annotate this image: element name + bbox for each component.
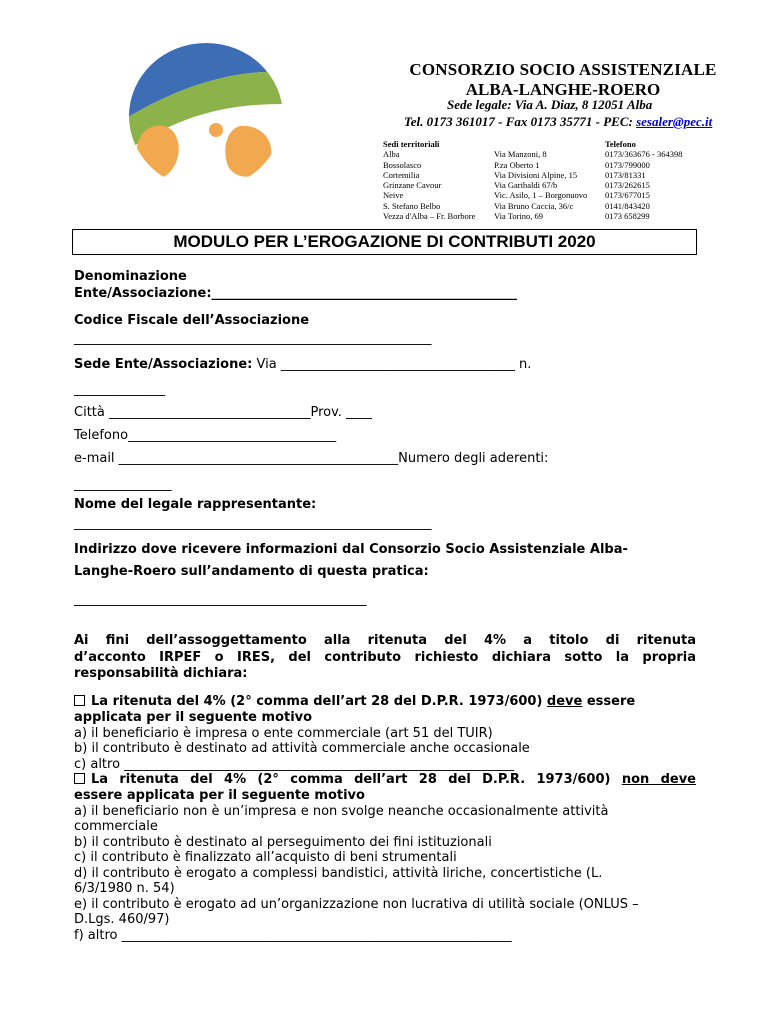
citta-prov-field[interactable]: Città _______________________________Prov. ____ <box>74 405 373 420</box>
deve-item-altro[interactable]: c) altro ____________________________________________________________ <box>74 757 515 772</box>
sede-field-cont[interactable]: ______________ <box>74 382 165 397</box>
non-deve-item: D.Lgs. 460/97) <box>74 912 170 927</box>
non-deve-heading-text: La ritenuta del 4% (2° comma dell’art 28 del D.P.R. 1973/600) <box>91 772 622 787</box>
dichiarazione-line2: d’acconto IRPEF o IRES, del contributo richiesto dichiara sotto la propria <box>74 650 696 665</box>
sede-address: Via Manzoni, 8 <box>494 149 547 160</box>
telefono-field[interactable]: Telefono________________________________ <box>74 428 337 443</box>
dichiarazione-line3: responsabilità dichiara: <box>74 666 248 681</box>
non-deve-item: c) il contributo è finalizzato all’acquisto di beni strumentali <box>74 850 457 865</box>
non-deve-keyword: non deve <box>621 772 697 787</box>
indirizzo-label-line2: Langhe-Roero sull’andamento di questa pratica: <box>74 564 429 579</box>
non-deve-item-altro[interactable]: f) altro ____________________________________________________________ <box>74 928 512 943</box>
legale-field[interactable]: _______________________________________________________ <box>74 516 432 531</box>
org-name-line1: CONSORZIO SOCIO ASSISTENZIALE <box>409 60 717 79</box>
sede-address: Via Bruno Caccia, 36/c <box>494 200 574 211</box>
option-deve-heading <box>74 694 635 709</box>
sede-address: Via Divisioni Alpine, 15 <box>494 169 578 180</box>
sede-phone: 0141/843420 <box>605 200 650 211</box>
option-non-deve-heading-line2: essere applicata per il seguente motivo <box>74 788 365 803</box>
sede-city: Cortemilia <box>383 169 420 180</box>
non-deve-item: a) il beneficiario non è un’impresa e non svolge neanche occasionalmente attività <box>74 804 609 819</box>
sede-phone: 0173 658299 <box>605 211 650 222</box>
sedi-header: Sedi territoriali <box>383 139 440 149</box>
sede-address: Vic. Asilo, 1 – Borgonuovo <box>494 190 588 201</box>
sede-phone: 0173/363676 - 364398 <box>605 149 683 160</box>
sede-field[interactable] <box>74 357 531 372</box>
sede-phone: 0173/799000 <box>605 159 650 170</box>
sede-city: S. Stefano Belbo <box>383 200 441 211</box>
contacts-text: Tel. 0173 361017 - Fax 0173 35771 - PEC: <box>404 114 637 129</box>
option-non-deve-heading <box>74 772 696 787</box>
non-deve-item: e) il contributo è erogato ad un’organizzazione non lucrativa di utilità sociale (ONLUS – <box>74 897 639 912</box>
sede-city: Neive <box>383 190 404 201</box>
sede-phone: 0173/81331 <box>605 169 646 180</box>
non-deve-item: b) il contributo è destinato al perseguimento dei fini istituzionali <box>74 835 492 850</box>
aderenti-field-cont[interactable]: _______________ <box>74 477 172 492</box>
deve-heading-text: La ritenuta del 4% (2° comma dell’art 28 del D.P.R. 1973/600) <box>91 694 547 709</box>
legale-label: Nome del legale rappresentante: <box>74 497 317 512</box>
sede-address: Via Garibaldi 67/b <box>494 180 558 191</box>
sede-city: Grinzane Cavour <box>383 180 442 191</box>
sede-address: Via Torino, 69 <box>494 211 544 222</box>
codice-fiscale-field[interactable]: _______________________________________________________ <box>74 331 432 346</box>
deve-heading-end: essere <box>582 694 636 709</box>
deve-keyword: deve <box>546 694 583 709</box>
non-deve-item: 6/3/1980 n. 54) <box>74 881 175 896</box>
email-aderenti-field[interactable]: e-mail ___________________________________________Numero degli aderenti: <box>74 451 549 466</box>
sede-legale: Sede legale: Via A. Diaz, 8 12051 Alba <box>447 97 653 112</box>
non-deve-item: commerciale <box>74 819 158 834</box>
page-title: MODULO PER L’EROGAZIONE DI CONTRIBUTI 2020 <box>72 229 697 255</box>
sedi-phone-column <box>605 139 715 221</box>
denominazione-field[interactable]: Ente/Associazione:_______________________________________________ <box>74 286 518 301</box>
non-deve-item: d) il contributo è erogato a complessi bandistici, attività liriche, concertistiche (L. <box>74 866 603 881</box>
indirizzo-label-line1: Indirizzo dove ricevere informazioni dal Consorzio Socio Assistenziale Alba- <box>74 542 628 557</box>
dichiarazione-line1: Ai fini dell’assoggettamento alla ritenuta del 4% a titolo di ritenuta <box>74 633 696 648</box>
telefono-header: Telefono <box>605 139 636 149</box>
sede-phone: 0173/677015 <box>605 190 650 201</box>
sede-address: P.za Oberto 1 <box>494 159 540 170</box>
option-deve-heading-line2: applicata per il seguente motivo <box>74 710 313 725</box>
deve-checkbox[interactable] <box>74 695 85 706</box>
sede-city: Bossolasco <box>383 159 422 170</box>
sede-phone: 0173/262615 <box>605 180 650 191</box>
sede-city: Vezza d'Alba – Fr. Borbore <box>383 211 476 222</box>
sedi-address-column <box>494 139 604 221</box>
indirizzo-field[interactable]: _____________________________________________ <box>74 592 367 607</box>
sede-city: Alba <box>383 149 400 160</box>
deve-item: b) il contributo è destinato ad attività commerciale anche occasionale <box>74 741 530 756</box>
non-deve-checkbox[interactable] <box>74 773 85 784</box>
org-name-line2: ALBA-LANGHE-ROERO <box>465 80 661 99</box>
denominazione-label: Denominazione <box>74 269 187 284</box>
sedi-city-column <box>383 139 493 221</box>
codice-fiscale-label: Codice Fiscale dell’Associazione <box>74 313 310 328</box>
contacts <box>404 114 712 130</box>
deve-item: a) il beneficiario è impresa o ente commerciale (art 51 del TUIR) <box>74 726 493 741</box>
pec-link[interactable]: sesaler@pec.it <box>636 114 713 129</box>
sede-label: Sede Ente/Associazione: <box>74 357 253 372</box>
consortium-logo <box>128 42 284 190</box>
sede-via: Via ____________________________________ n. <box>252 357 532 372</box>
